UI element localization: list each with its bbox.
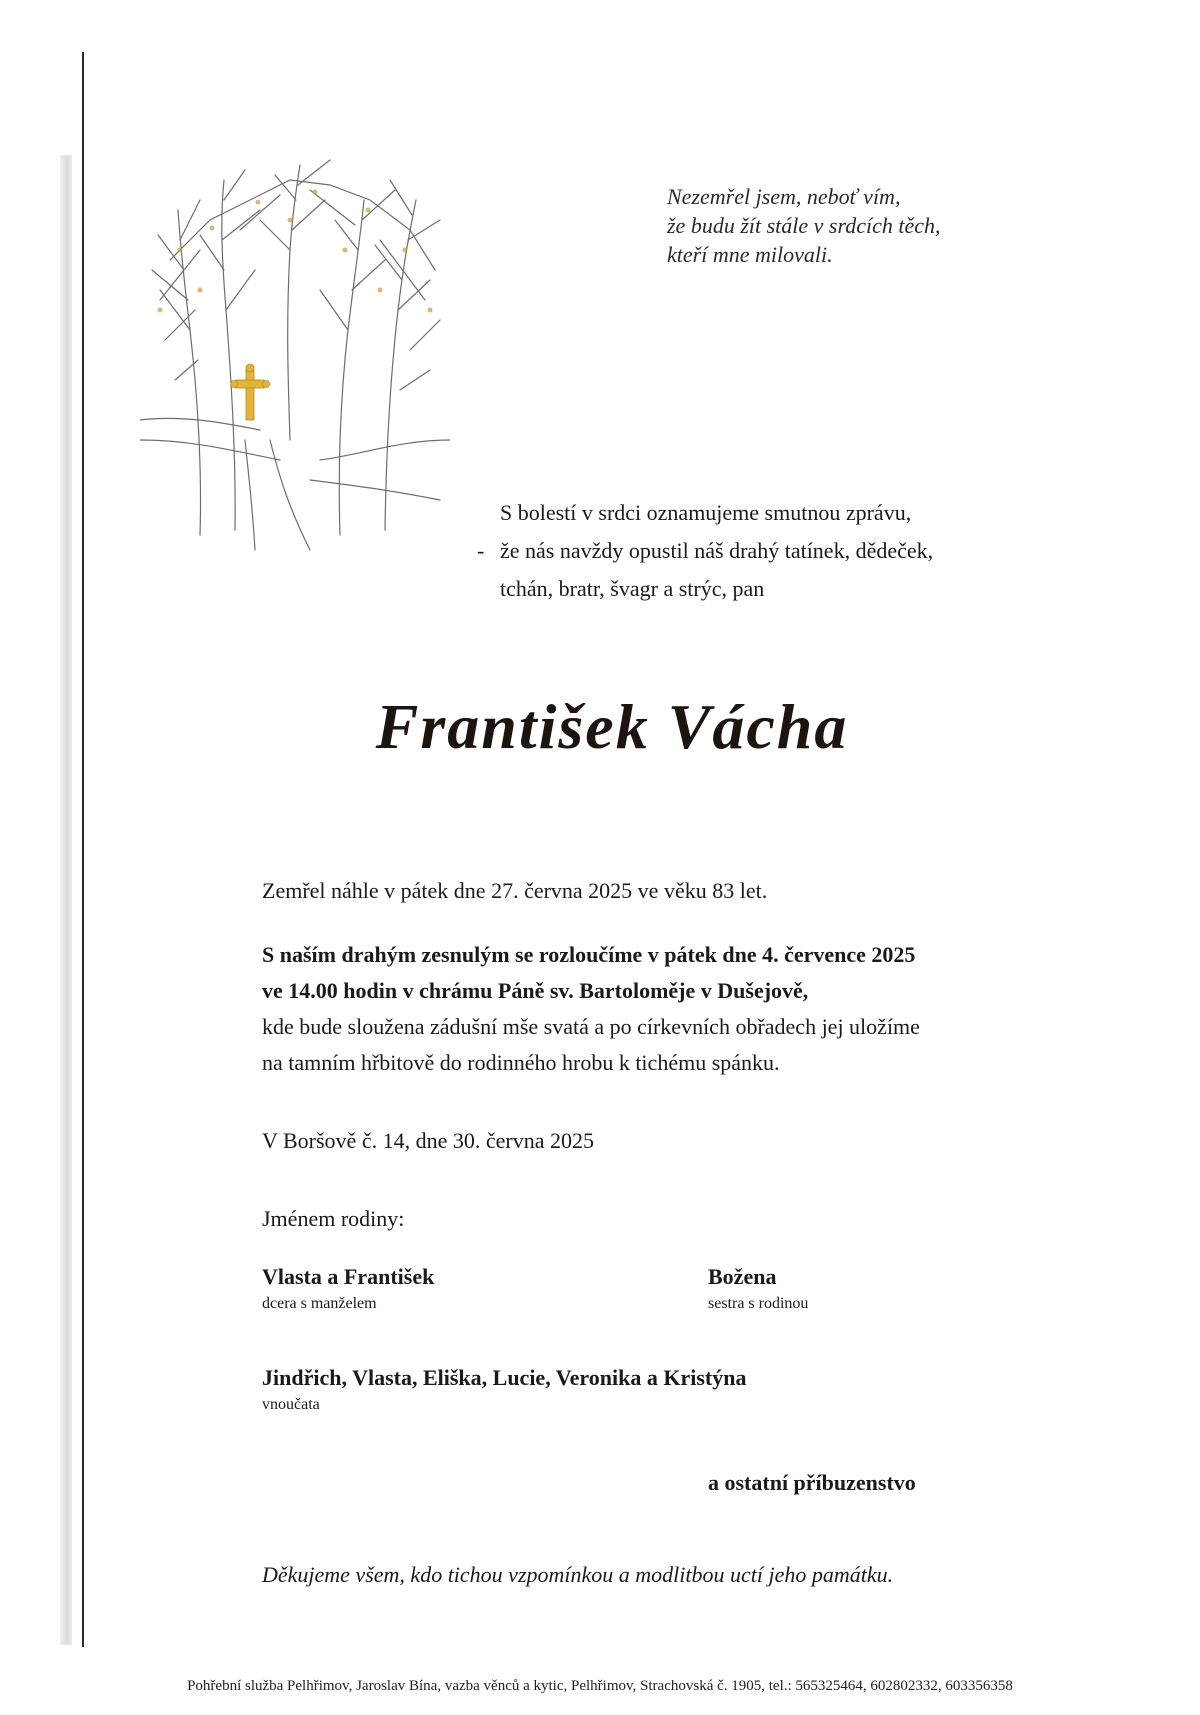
place-date: V Boršově č. 14, dne 30. června 2025	[262, 1128, 594, 1153]
verse-line: že budu žít stále v srdcích těch,	[667, 213, 941, 238]
signatory	[262, 1364, 747, 1416]
border-shading	[60, 155, 72, 1645]
signatory	[708, 1263, 808, 1315]
signatory-relation: dcera s manželem	[262, 1295, 377, 1312]
funeral-line: kde bude sloužena zádušní mše svatá a po církevních obřadech jej uložíme	[262, 1014, 920, 1039]
announcement-line: - že nás navždy opustil náš drahý tatínek, dědeček,	[500, 532, 1060, 570]
verse-line: Nezemřel jsem, neboť vím,	[667, 184, 901, 209]
signatory-relation: vnoučata	[262, 1396, 320, 1413]
signatory	[262, 1263, 434, 1315]
verse-line: kteří mne milovali.	[667, 242, 833, 267]
funeral-line: ve 14.00 hodin v chrámu Páně sv. Bartoloměje v Dušejově,	[262, 978, 809, 1003]
funeral-info	[262, 937, 1062, 1081]
signatory-names: Jindřich, Vlasta, Eliška, Lucie, Veronika a Kristýna	[262, 1365, 747, 1390]
signatory-relation: sestra s rodinou	[708, 1295, 809, 1312]
family-label: Jménem rodiny:	[262, 1206, 405, 1231]
announcement-line: tchán, bratr, švagr a strýc, pan	[500, 576, 765, 601]
funeral-line: na tamním hřbitově do rodinného hrobu k tichému spánku.	[262, 1050, 780, 1075]
footer-funeral-service: Pohřební služba Pelhřimov, Jaroslav Bína, vazba věnců a kytic, Pelhřimov, Strachovská č. 1905, tel.: 565325464, 602802332, 603356358	[187, 1678, 1013, 1694]
signatory-names: Božena	[708, 1264, 777, 1289]
announcement	[477, 494, 1060, 608]
death-info: Zemřel náhle v pátek dne 27. června 2025 ve věku 83 let.	[262, 878, 768, 903]
signatory-names: Vlasta a František	[262, 1264, 435, 1289]
deceased-name: František Vácha	[375, 691, 849, 762]
dash-mark: -	[477, 538, 485, 563]
other-relatives: a ostatní příbuzenstvo	[708, 1470, 916, 1495]
border-line	[82, 52, 84, 1647]
funeral-line: S naším drahým zesnulým se rozloučíme v pátek dne 4. července 2025	[262, 942, 916, 967]
trees-with-cross-icon	[140, 140, 450, 560]
thanks-line: Děkujeme všem, kdo tichou vzpomínkou a modlitbou uctí jeho památku.	[262, 1562, 894, 1587]
memorial-verse	[667, 182, 1087, 269]
announcement-line: S bolestí v srdci oznamujeme smutnou zprávu,	[500, 500, 912, 525]
